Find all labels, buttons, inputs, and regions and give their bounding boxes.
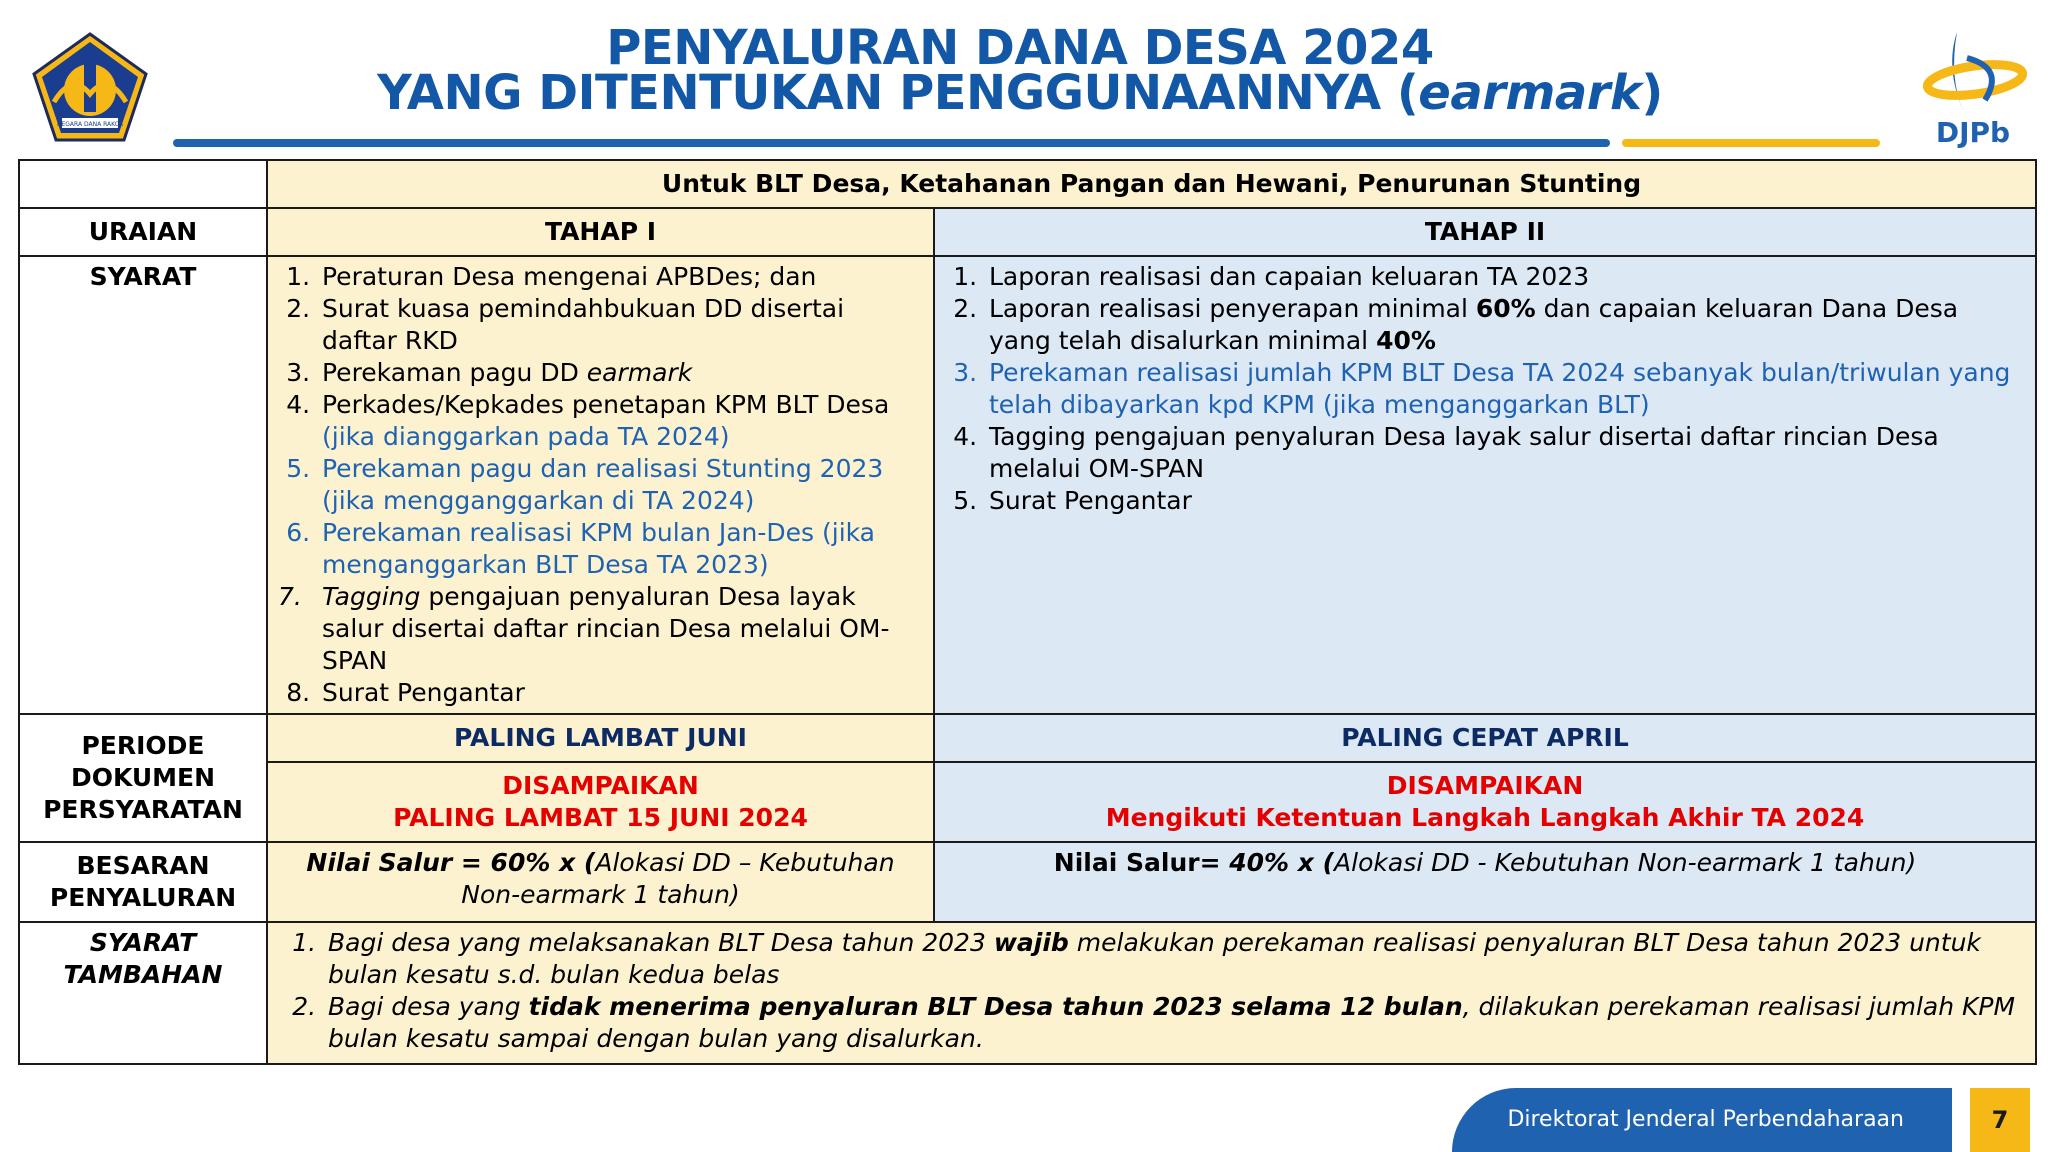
blank-corner-cell — [19, 160, 267, 208]
list-item: 3. Perekaman pagu DD earmark — [318, 357, 923, 389]
footer-org-banner — [1452, 1088, 1952, 1152]
syarat-tahap1 — [267, 256, 934, 714]
list-item: 2. Laporan realisasi penyerapan minimal 60% dan capaian keluaran Dana Desa yang telah disalurkan minimal 40% — [985, 293, 2025, 357]
syarat-tahap2 — [934, 256, 2036, 714]
list-item: 1. Peraturan Desa mengenai APBDes; dan — [318, 261, 923, 293]
page-title — [300, 20, 1740, 121]
list-item: 8. Surat Pengantar — [318, 677, 923, 709]
row-label-periode: PERIODE DOKUMEN PERSYARATAN — [19, 714, 267, 842]
title-underline-gold — [1622, 139, 1880, 147]
syarat-tambahan — [267, 922, 2036, 1064]
list-item: 6. Perekaman realisasi KPM bulan Jan-Des (jika menganggarkan BLT Desa TA 2023) — [318, 517, 923, 581]
periode-tahap1-detail: DISAMPAIKAN PALING LAMBAT 15 JUNI 2024 — [267, 762, 934, 842]
page-number: 7 — [1970, 1088, 2030, 1152]
earmark-table — [18, 159, 2037, 1065]
djpb-logo-icon — [1905, 28, 2035, 148]
col-header-tahap2: TAHAP II — [934, 208, 2036, 256]
besaran-tahap1: Nilai Salur = 60% x (Alokasi DD – Kebutuhan Non-earmark 1 tahun) — [267, 842, 934, 922]
list-item: 7. Tagging pengajuan penyaluran Desa layak salur disertai daftar rincian Desa melalui OM-SPAN — [278, 582, 890, 675]
periode-tahap2-detail: DISAMPAIKAN Mengikuti Ketentuan Langkah Langkah Akhir TA 2024 — [934, 762, 2036, 842]
periode-tahap1-head: PALING LAMBAT JUNI — [267, 714, 934, 762]
row-label-besaran: BESARAN PENYALURAN — [19, 842, 267, 922]
footer-org-text: Direktorat Jenderal Perbendaharaan — [1507, 1107, 1904, 1132]
col-header-uraian: URAIAN — [19, 208, 267, 256]
list-item: 5. Surat Pengantar — [985, 485, 2025, 517]
title-line-1: PENYALURAN DANA DESA 2024 — [606, 20, 1434, 76]
list-item: 1. Bagi desa yang melaksanakan BLT Desa tahun 2023 wajib melakukan perekaman realisasi penyaluran BLT Desa tahun 2023 untuk bulan kesatu s.d. bulan kedua belas — [324, 927, 2025, 991]
list-item: 4. Perkades/Kepkades penetapan KPM BLT Desa (jika dianggarkan pada TA 2024) — [318, 389, 923, 453]
list-item: 2. Surat kuasa pemindahbukuan DD disertai daftar RKD — [318, 293, 923, 357]
row-label-tambahan: SYARAT TAMBAHAN — [19, 922, 267, 1064]
besaran-tahap2: Nilai Salur= 40% x (Alokasi DD - Kebutuhan Non-earmark 1 tahun) — [934, 842, 2036, 922]
top-header: Untuk BLT Desa, Ketahanan Pangan dan Hewani, Penurunan Stunting — [267, 160, 2036, 208]
logo-left-banner: NEGARA DANA RAKCA — [56, 121, 124, 128]
list-item: 2. Bagi desa yang tidak menerima penyaluran BLT Desa tahun 2023 selama 12 bulan, dilakukan perekaman realisasi jumlah KPM bulan kesatu sampai dengan bulan yang disalurkan. — [324, 991, 2025, 1055]
list-item: 5. Perekaman pagu dan realisasi Stunting 2023 (jika mengganggarkan di TA 2024) — [318, 453, 923, 517]
col-header-tahap1: TAHAP I — [267, 208, 934, 256]
kemenkeu-logo-icon — [32, 32, 148, 144]
list-item: 3. Perekaman realisasi jumlah KPM BLT Desa TA 2024 sebanyak bulan/triwulan yang telah dibayarkan kpd KPM (jika menganggarkan BLT) — [985, 357, 2025, 421]
list-item: 4. Tagging pengajuan penyaluran Desa layak salur disertai daftar rincian Desa melalui OM-SPAN — [985, 421, 2025, 485]
periode-tahap2-head: PALING CEPAT APRIL — [934, 714, 2036, 762]
logo-right-text: DJPb — [1935, 116, 2011, 148]
title-underline-blue — [173, 139, 1610, 147]
list-item: 1. Laporan realisasi dan capaian keluaran TA 2023 — [985, 261, 2025, 293]
title-line-2: YANG DITENTUKAN PENGGUNAANNYA (earmark) — [377, 65, 1663, 121]
row-label-syarat: SYARAT — [19, 256, 267, 714]
